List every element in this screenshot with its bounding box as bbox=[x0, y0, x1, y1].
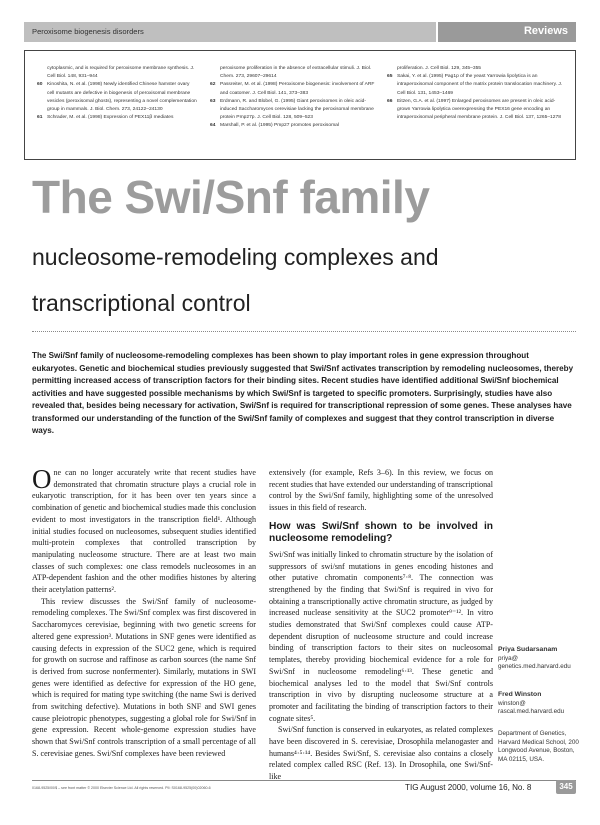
reference-column-3 bbox=[387, 65, 565, 122]
reference-item: 63 Erdmann, R. and Blobel, G. (1995) Giant peroxisomes in oleic acid-induced Saccharomyces cerevisiae lacking the peroxisomal membrane protein Pmp27p. J. Cell Biol. 128, 509–523 bbox=[210, 98, 374, 121]
body-paragraph: Swi/Snf function is conserved in eukaryotes, as related complexes have been discovered in S. cerevisiae, Drosophila melanogaster and humans⁴·⁵·¹⁴. Besides Swi/Snf, S. cerevisiae also contains a closely related complex called RSC (Ref. 13). In Drosophila, one Swi/Snf-like bbox=[269, 725, 493, 782]
author-block-1 bbox=[498, 646, 582, 672]
reference-column-1 bbox=[37, 65, 197, 122]
drop-cap: O bbox=[32, 464, 52, 494]
reference-item: proliferation. J. Cell Biol. 129, 345–355 bbox=[397, 66, 482, 71]
page-number: 345 bbox=[556, 780, 576, 794]
reference-item: 61 Schrader, M. et al. (1998) Expression of PEX11β mediates bbox=[37, 115, 174, 121]
body-paragraph: Swi/Snf was initially linked to chromatin structure by the isolation of suppressors of swi/snf mutations in genes encoding histones and other putative chromatin components⁷·⁸. The connection was strengthened by the finding that Swi/Snf is required in vivo for obtaining a transcriptionally active chromatin structure, as judged by increased nuclease sensitivity at the SUC2 promoter⁹⁻¹². In vitro studies demonstrated that Swi/Snf complexes could cause ATP-dependent disruption of nucleosome structure and could increase binding of transcription factors to their sites on nucleosomal templates, thereby providing biochemical evidence for a role for Swi/Snf in nucleosome remodeling⁶·¹³. These genetic and biochemical analyses led to the model that Swi/Snf controls transcription in vivo by disrupting nucleosome structure at a promoter and facilitating the binding of transcription factors to their cognate sites⁵. bbox=[269, 549, 493, 723]
author-email[interactable]: priya@ genetics.med.harvard.edu bbox=[498, 654, 571, 671]
section-heading: How was Swi/Snf shown to be involved in nucleosome remodeling? bbox=[269, 520, 493, 544]
reference-column-2 bbox=[210, 65, 378, 131]
reference-box bbox=[24, 50, 576, 160]
category-label: Reviews bbox=[438, 22, 576, 42]
body-column-right bbox=[269, 467, 493, 783]
reference-item: 66 Eitzen, G.A. et al. (1997) Enlarged peroxisomes are present in oleic acid-grown Yarrowia lipolytica overexpressing the PEX16 gene encoding an intraperoxisomal peripheral membrane protein. J. Cell Biol. 137, 1265–1278 bbox=[387, 98, 561, 121]
author-name: Priya Sudarsanam bbox=[498, 646, 558, 653]
body-column-left bbox=[32, 464, 256, 760]
section-label: Peroxisome biogenesis disorders bbox=[24, 22, 436, 42]
body-paragraph: This review discusses the Swi/Snf family of nucleosome-remodeling complexes. The Swi/Snf complex was first discovered in Saccharomyces cerevisiae, beginning with two genetic screens for altered gene expression³. Mutations in SNF genes were identified as causing defects in expression of the SUC2 gene, which is required for growth on sucrose and raffinose as carbon sources (the name Snf is derived from sucrose nonfermenter). Similarly, mutations in SWI genes were identified as defective for expression of the HO gene, which is required for mating type switching (the name Swi is derived from switching defective). Mutations in both SNF and SWI genes cause pleiotropic phenotypes, suggesting a global role for Swi/Snf in gene expression. Recent whole-genome expression studies have shown that Swi/Snf controls transcription of a small percentage of all S. cerevisiae genes. Swi/Snf complexes have been reviewed bbox=[32, 596, 256, 758]
subtitle-line-2: transcriptional control bbox=[32, 290, 251, 316]
body-paragraph: One can no longer accurately write that recent studies have demonstrated that chromatin structure plays a crucial role in eukaryotic transcription, for it has been over ten years since a combination of genetic and biochemical studies made this conclusion evident to most investigators in the transcription field¹. Although initial studies focused on nucleosomes, subsequent studies identified multi-protein complexes that controlled transcription by manipulating nucleosome structure. There are at least two main classes of such complexes: one class remodels nucleosomes in an ATP-dependent fashion and the other modifies histones by altering their acetylation patterns². bbox=[32, 464, 256, 595]
reference-item: 64 Marshall, P. et al. (1995) Pmp27 promotes peroxisomal bbox=[210, 123, 339, 129]
body-paragraph: extensively (for example, Refs 3–6). In this review, we focus on recent studies that have extended our understanding of transcriptional control by the Swi/Snf family, highlighting some of the unresolved issues in this field of research. bbox=[269, 468, 493, 513]
journal-citation: TIG August 2000, volume 16, No. 8 bbox=[405, 783, 532, 792]
author-block-2 bbox=[498, 691, 582, 717]
title-divider bbox=[32, 331, 576, 332]
reference-item: 60 Kinoshita, N. et al. (1998) Newly identified Chinese hamster ovary cell mutants are defective in biogenesis of peroxisomal membrane vesicles (peroxisomal ghosts), representing a novel complementation group in mammals. J. Biol. Chem. 273, 24122–24130 bbox=[37, 82, 197, 113]
reference-item: cytoplasmic, and is required for peroxisome membrane synthesis. J. Cell Biol. 148, 931–944 bbox=[47, 66, 195, 80]
affiliation: Department of Genetics, Harvard Medical School, 200 Longwood Avenue, Boston, MA 02115, USA. bbox=[498, 730, 579, 763]
reference-item: 62 Passreiter, M. et al. (1998) Peroxisome biogenesis: involvement of ARF and coatomer. J. Cell Biol. 141, 373–383 bbox=[210, 82, 375, 96]
footer-divider bbox=[32, 780, 576, 781]
copyright-line: 0168-9525/00/$ – see front matter © 2000 Elsevier Science Ltd. All rights reserved. PII: S0168-9525(00)02060-6 bbox=[32, 786, 211, 790]
author-email[interactable]: winston@ rascal.med.harvard.edu bbox=[498, 699, 565, 716]
reference-item: peroxisome proliferation in the absence of extracellular stimuli. J. Biol. Chem. 273, 29607–29614 bbox=[220, 66, 372, 80]
abstract: The Swi/Snf family of nucleosome-remodeling complexes has been shown to play important roles in gene expression throughout eukaryotes. Genetic and biochemical studies previously suggested that Swi/Snf activates transcription by remodeling nucleosomes, thereby permitting increased access of transcription factors for their binding sites. Recent studies have identified additional Swi/Snf biochemical activities and have suggested possible mechanisms by which Swi/Snf is targeted to specific promoters. Surprisingly, studies have also revealed that, besides being necessary for activation, Swi/Snf is required for transcriptional repression of some genes. These analyses have transformed our understanding of the function of the Swi/Snf family of complexes and suggest that they control transcription in diverse ways. bbox=[32, 351, 574, 435]
article-subtitle bbox=[32, 234, 552, 326]
running-header bbox=[24, 22, 576, 44]
reference-item: 65 Sakai, Y. et al. (1995) Pag1p of the yeast Yarrowia lipolytica is an intraperoxisomal component of the matrix protein translocation machinery. J. Cell Biol. 131, 1453–1469 bbox=[387, 74, 563, 96]
subtitle-line-1: nucleosome-remodeling complexes and bbox=[32, 244, 439, 270]
author-name: Fred Winston bbox=[498, 691, 542, 698]
article-title: The Swi/Snf family bbox=[32, 171, 430, 223]
